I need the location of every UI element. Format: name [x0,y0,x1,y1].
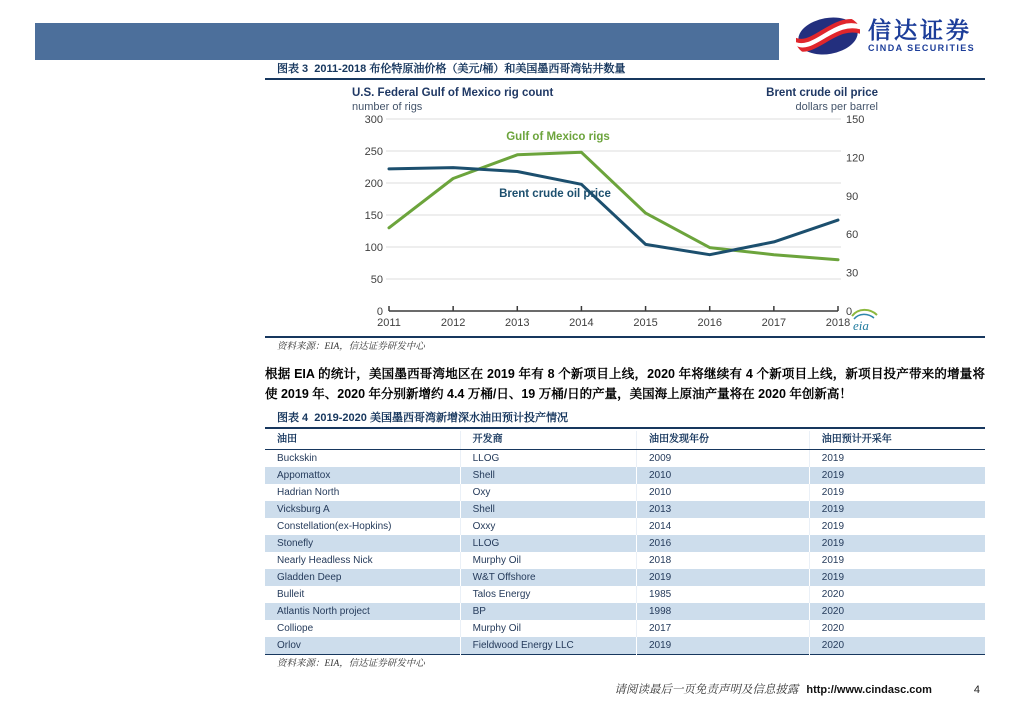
table-cell: 2010 [637,484,810,501]
table-cell: Bulleit [265,586,460,603]
table-cell: 2019 [821,453,845,464]
column-header: 开发商 [460,431,636,450]
table-cell: W&T Offshore [460,569,636,586]
table-row [265,569,985,586]
table-cell: Orlov [265,637,460,655]
table-cell: Constellation(ex-Hopkins) [265,518,460,535]
table-cell: Colliope [265,620,460,637]
table-cell: Murphy Oil [460,552,636,569]
table-row [265,484,985,501]
table-row [265,552,985,569]
x-axis-tick-label: 2014 [569,317,594,329]
table-row [265,501,985,518]
figure3-chart-area [350,83,880,336]
rig-count-brent-price-chart [350,83,880,336]
table-cell: 2020 [821,623,845,634]
logo-text [868,17,975,53]
eia-watermark: eia [853,318,869,333]
table-cell: Fieldwood Energy LLC [460,637,636,655]
table-row [265,603,985,620]
table-cell: 1998 [637,603,810,620]
right-axis-tick-label: 30 [846,267,859,280]
table-cell: 2009 [637,450,810,468]
right-axis-tick-label: 120 [846,152,865,165]
table-row [265,637,985,655]
table-cell: 2019 [821,487,845,498]
table-cell: Oxxy [460,518,636,535]
cinda-logo-mark [796,12,860,58]
series-label: Gulf of Mexico rigs [506,131,610,143]
column-header: 油田预计开采年 [809,431,985,450]
left-axis-tick-label: 150 [364,210,383,222]
table-cell: 2019 [809,569,985,586]
chart-subtitle-right: dollars per barrel [795,101,878,113]
table-cell: 2018 [637,552,810,569]
left-axis-tick-label: 0 [376,306,383,318]
right-axis-tick-label: 90 [846,190,859,203]
left-axis-tick-label: 250 [364,146,383,158]
right-axis-tick-label: 60 [846,229,859,242]
table-cell: 2019 [809,467,985,484]
figure4-caption: 图表 4 2019-2020 美国墨西哥湾新增深水油田预计投产情况 [265,412,985,429]
footer-disclaimer: 请阅读最后一页免责声明及信息披露 [614,684,799,696]
table-cell: 2019 [809,501,985,518]
table-cell: BP [460,603,636,620]
table-row [265,450,985,468]
table-cell: 2016 [637,535,810,552]
table-cell: Atlantis North project [265,603,460,620]
table-cell: 2010 [637,467,810,484]
table-cell: Nearly Headless Nick [265,552,460,569]
table-cell: Shell [460,467,636,484]
figure3-caption: 图表 3 2011-2018 布伦特原油价格（美元/桶）和美国墨西哥湾钻井数量 [265,63,985,80]
table-row [265,467,985,484]
table-cell: LLOG [460,535,636,552]
x-axis-tick-label: 2017 [761,317,787,329]
header-bar [35,23,779,60]
right-axis-tick-label: 0 [846,306,853,318]
table-cell: LLOG [460,450,636,468]
analysis-paragraph: 根据 EIA 的统计，美国墨西哥湾地区在 2019 年有 8 个新项目上线，2020 年将继续有 4 个新项目上线，新项目投产带来的增量将使 2019 年、2020 年分别新增约 4.4 万桶/日、19 万桶/日的产量，美国海上原油产量将在 2020 年创新高！ [265,367,985,401]
figure4-source: 资料来源：EIA，信达证券研发中心 [277,659,425,669]
series-label: Brent crude oil price [499,188,611,200]
table-cell: 2020 [809,603,985,620]
table-cell: 2019 [637,569,810,586]
left-axis-tick-label: 100 [364,242,383,254]
table-cell: 2019 [809,535,985,552]
table-cell: 2019 [821,555,845,566]
report-content [265,63,985,670]
cinda-logo [796,12,975,58]
table-row [265,620,985,637]
table-cell: Talos Energy [460,586,636,603]
table-cell: 2013 [637,501,810,518]
x-axis-tick-label: 2013 [505,317,530,329]
table-row [265,535,985,552]
logo-name-cn: 信达证券 [868,17,972,43]
left-axis-tick-label: 50 [370,274,383,286]
column-header: 油田 [265,431,460,450]
table-cell: Hadrian North [265,484,460,501]
table-cell: 2014 [637,518,810,535]
right-axis-tick-label: 150 [846,114,865,126]
x-axis-tick-label: 2011 [377,317,401,329]
deepwater-fields-table [265,431,985,655]
x-axis-tick-label: 2016 [697,317,722,329]
table-cell: 2019 [637,637,810,655]
left-axis-tick-label: 300 [364,114,383,126]
table-row [265,518,985,535]
table-cell: Gladden Deep [265,569,460,586]
x-axis-tick-label: 2012 [440,317,466,329]
x-axis-tick-label: 2018 [825,317,851,329]
chart-title-right: Brent crude oil price [766,87,878,99]
table-cell: 2020 [821,589,845,600]
table-cell: 2019 [821,521,845,532]
page-footer [614,681,980,697]
table-cell: Stonefly [265,535,460,552]
table-cell: 2017 [637,620,810,637]
table-cell: Buckskin [265,450,460,468]
table-cell: Appomattox [265,467,460,484]
x-axis-tick-label: 2015 [633,317,658,329]
figure3-source: 资料来源：EIA，信达证券研发中心 [277,342,425,352]
table-cell: Shell [460,501,636,518]
footer-url-link[interactable]: http://www.cindasc.com [806,684,932,696]
table-row [265,586,985,603]
column-header: 油田发现年份 [637,431,810,450]
table-cell: Murphy Oil [460,620,636,637]
logo-name-en: CINDA SECURITIES [868,43,976,53]
footer-page-number: 4 [973,684,980,696]
table-cell: 2020 [809,637,985,655]
chart-subtitle-left: number of rigs [352,101,423,113]
table-cell: 1985 [637,586,810,603]
table-header-row [265,431,985,450]
table-cell: Vicksburg A [265,501,460,518]
table-cell: Oxy [460,484,636,501]
table-body [265,450,985,655]
figure3-bottom-rule [265,336,985,338]
left-axis-tick-label: 200 [364,178,383,190]
chart-title-left: U.S. Federal Gulf of Mexico rig count [352,87,554,99]
